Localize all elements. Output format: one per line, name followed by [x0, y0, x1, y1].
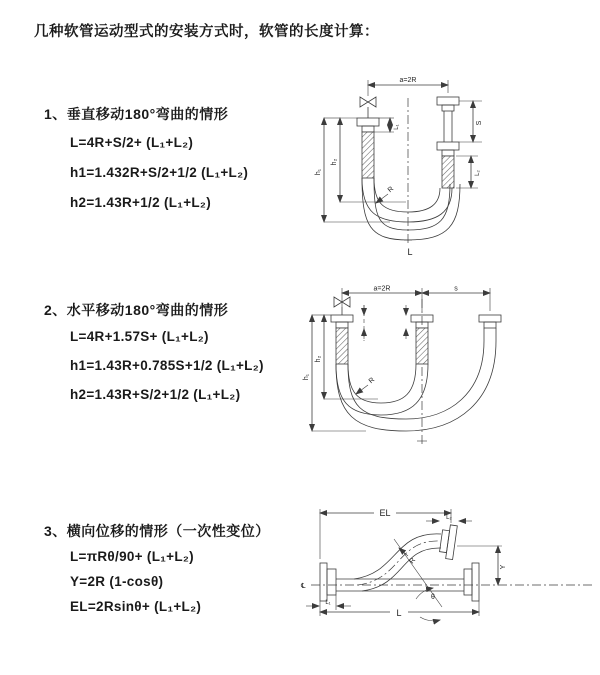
right-pipe	[437, 97, 459, 188]
fitting-arrows	[364, 305, 406, 341]
dim-h1-label: h₁	[315, 168, 322, 176]
page-title: 几种软管运动型式的安装方式时，软管的长度计算：	[34, 24, 379, 40]
section-3-formulas	[70, 548, 201, 623]
dim-a2r-label: a=2R	[399, 77, 417, 84]
dim-l2-label: L₂	[475, 170, 481, 176]
formula-s1-h1: h1=1.432R+S/2+1/2 (L₁+L₂)	[70, 165, 249, 180]
dim-l1	[374, 118, 400, 132]
radius-label: R	[386, 185, 396, 195]
section-2-heading: 2、水平移动180°弯曲的情形	[44, 302, 229, 318]
left-flange	[320, 563, 336, 601]
diagram-horizontal-180-bend	[300, 283, 548, 455]
dim-y-label: Y	[500, 564, 507, 570]
formula-s1-L: L=4R+S/2+ (L₁+L₂)	[70, 135, 194, 150]
dim-y	[457, 546, 507, 585]
dim-h1	[303, 315, 366, 431]
dim-a2r	[368, 77, 448, 96]
formula-s3-L: L=πRθ/90+ (L₁+L₂)	[70, 549, 194, 564]
formula-s2-h2: h2=1.43R+S/2+1/2 (L₁+L₂)	[70, 387, 241, 402]
dim-l-label: L	[396, 608, 402, 618]
formula-s2-L: L=4R+1.57S+ (L₁+L₂)	[70, 329, 209, 344]
formula-s3-EL: EL=2Rsinθ+ (L₁+L₂)	[70, 599, 202, 614]
curved-hose	[354, 534, 441, 591]
valve-icon	[360, 97, 376, 118]
left-pipe	[331, 315, 353, 364]
formula-s2-h1: h1=1.43R+0.785S+1/2 (L₁+L₂)	[70, 358, 264, 373]
dim-h1-label: h₁	[303, 373, 310, 381]
centerline-symbol: ℄	[301, 583, 306, 590]
dim-s-label: S	[476, 120, 483, 126]
dim-h2-label: h₂	[315, 355, 322, 363]
dim-l	[320, 601, 479, 618]
dim-el	[320, 508, 451, 559]
dim-h2-label: h₂	[331, 158, 338, 166]
middle-pipe	[411, 315, 433, 364]
dim-s	[459, 101, 483, 142]
section-1-heading: 1、垂直移动180°弯曲的情形	[44, 106, 229, 122]
diagram-vertical-180-bend	[310, 70, 550, 260]
dim-l1	[306, 595, 351, 610]
dim-l2	[456, 156, 481, 188]
radius-label: R	[408, 556, 418, 566]
dim-l-label: L	[407, 247, 413, 257]
dim-s-label: s	[454, 285, 458, 293]
upper-flange	[439, 524, 458, 560]
diagram-lateral-displacement	[300, 503, 598, 643]
dim-l1-label: L₁	[394, 124, 400, 130]
dim-el-label: EL	[379, 508, 391, 518]
section-2-formulas	[70, 327, 264, 414]
dim-l2-label: L₂	[446, 515, 452, 521]
section-1-formulas	[70, 133, 248, 223]
dim-l2	[426, 515, 472, 521]
left-pipe	[357, 118, 379, 178]
radius-callout	[399, 548, 417, 565]
section-3-heading: 3、横向位移的情形（一次性变位）	[44, 523, 270, 539]
radius-callout	[356, 377, 376, 394]
theta-label: θ	[431, 594, 435, 601]
dim-h1	[315, 118, 390, 222]
formula-s1-h2: h2=1.43R+1/2 (L₁+L₂)	[70, 195, 212, 210]
right-lower-flange	[464, 563, 479, 601]
formula-s3-Y: Y=2R (1-cosθ)	[70, 574, 164, 589]
dim-a2r-label: a=2R	[373, 285, 391, 293]
radius-label: R	[367, 376, 377, 386]
right-pipe	[479, 315, 501, 341]
dim-l1-label: L₁	[325, 600, 331, 606]
